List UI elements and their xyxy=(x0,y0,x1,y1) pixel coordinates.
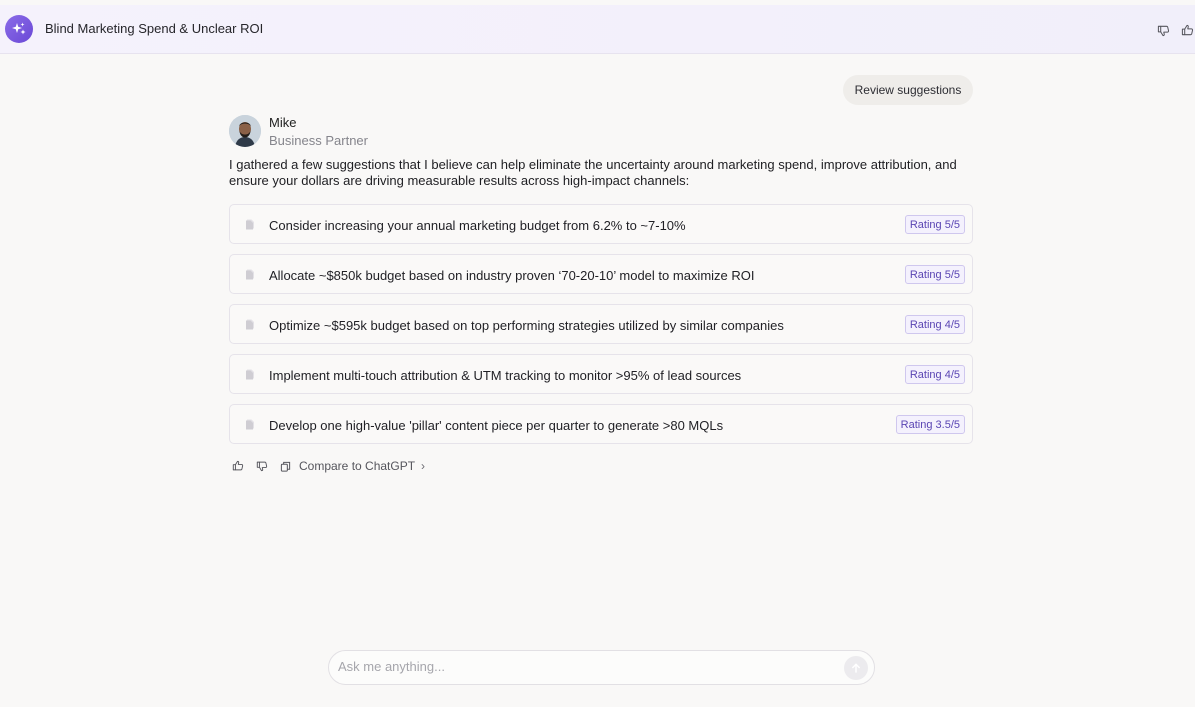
suggestion-card[interactable] xyxy=(229,354,973,394)
avatar xyxy=(229,115,261,147)
document-icon xyxy=(244,418,256,430)
sender-name: Mike xyxy=(269,115,297,130)
chevron-right-icon: › xyxy=(421,459,426,473)
message-feedback-bar xyxy=(231,459,425,473)
page-title: Blind Marketing Spend & Unclear ROI xyxy=(45,21,264,36)
compare-label: Compare to ChatGPT xyxy=(299,459,416,473)
rating-badge: Rating 5/5 xyxy=(905,265,965,284)
thumbs-down-icon[interactable] xyxy=(255,460,268,473)
suggestion-text: Consider increasing your annual marketing budget from 6.2% to ~7-10% xyxy=(269,218,686,233)
arrow-up-icon xyxy=(850,662,862,674)
thumbs-up-icon[interactable] xyxy=(231,460,244,473)
document-icon xyxy=(244,318,256,330)
composer xyxy=(328,650,875,685)
copy-icon[interactable] xyxy=(279,460,292,473)
suggestion-card[interactable] xyxy=(229,304,973,344)
sender-role: Business Partner xyxy=(269,133,368,148)
suggestions-list xyxy=(229,204,973,454)
rating-badge: Rating 3.5/5 xyxy=(896,415,965,434)
message-intro: I gathered a few suggestions that I believe can help eliminate the uncertainty around marketing spend, improve attribution, and ensure your dollars are driving measurable results across high-impact channels: xyxy=(229,157,957,188)
suggestion-text: Allocate ~$850k budget based on industry proven ‘70-20-10’ model to maximize ROI xyxy=(269,268,755,283)
compare-to-chatgpt-link[interactable] xyxy=(299,459,425,473)
rating-badge: Rating 5/5 xyxy=(905,215,965,234)
suggestion-card[interactable] xyxy=(229,204,973,244)
send-button[interactable] xyxy=(844,656,868,680)
document-icon xyxy=(244,218,256,230)
thumbs-down-icon[interactable] xyxy=(1155,22,1171,38)
ask-input[interactable] xyxy=(338,659,818,674)
rating-badge: Rating 4/5 xyxy=(905,315,965,334)
rating-badge: Rating 4/5 xyxy=(905,365,965,384)
review-suggestions-button[interactable]: Review suggestions xyxy=(843,75,973,105)
sparkle-icon[interactable] xyxy=(5,15,33,43)
suggestion-card[interactable] xyxy=(229,254,973,294)
suggestion-text: Optimize ~$595k budget based on top performing strategies utilized by similar companies xyxy=(269,318,784,333)
suggestion-card[interactable] xyxy=(229,404,973,444)
document-icon xyxy=(244,268,256,280)
suggestion-text: Implement multi-touch attribution & UTM tracking to monitor >95% of lead sources xyxy=(269,368,742,383)
document-icon xyxy=(244,368,256,380)
suggestion-text: Develop one high-value 'pillar' content piece per quarter to generate >80 MQLs xyxy=(269,418,724,433)
thumbs-up-icon[interactable] xyxy=(1179,22,1195,38)
top-bar xyxy=(0,5,1195,54)
